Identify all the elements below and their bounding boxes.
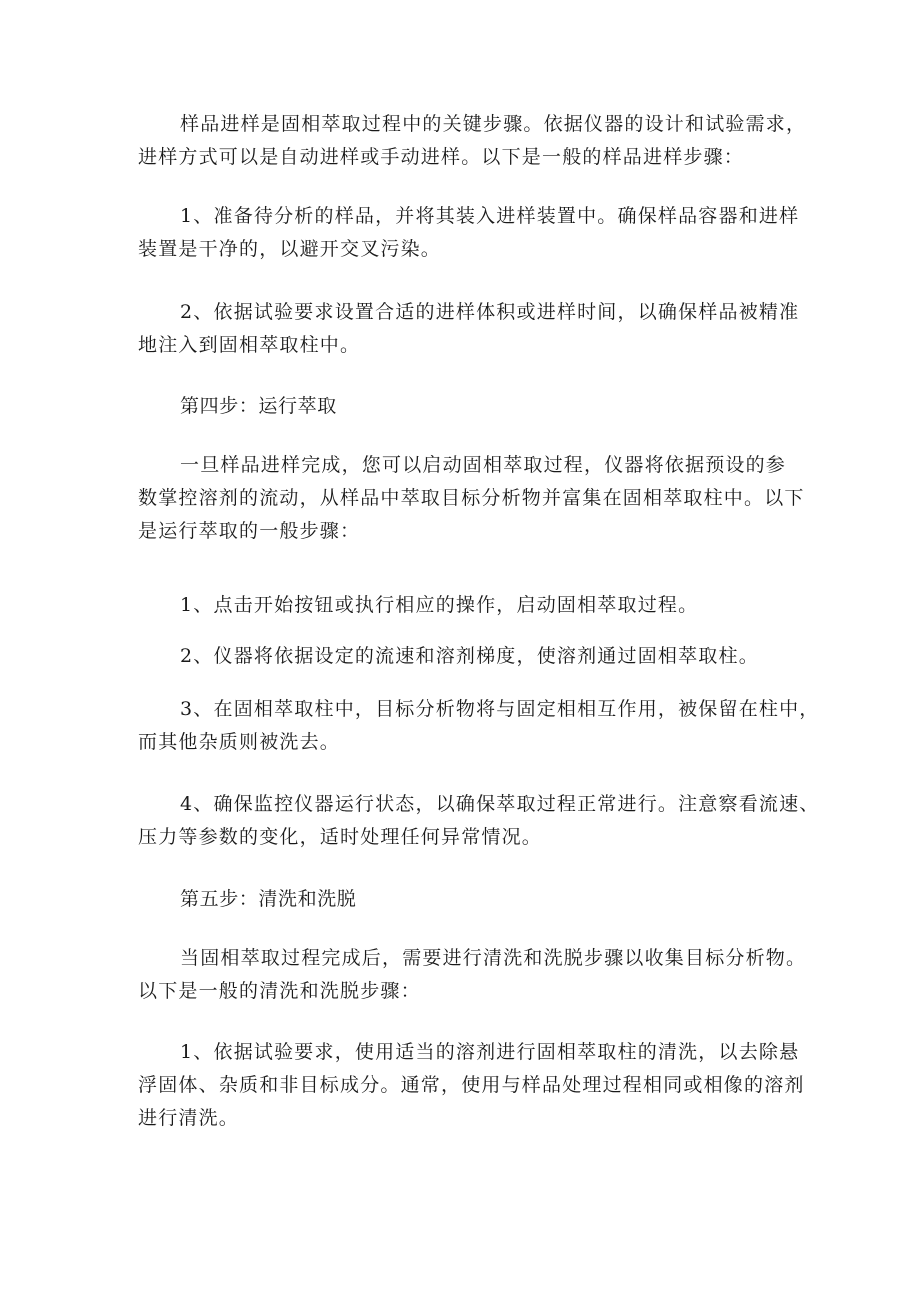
text-line: 地注入到固相萃取柱中。 xyxy=(138,334,361,356)
text-line: 数掌控溶剂的流动，从样品中萃取目标分析物并富集在固相萃取柱中。以下 xyxy=(138,487,805,509)
paragraph-sample-injection-intro xyxy=(138,108,807,174)
section-heading-step-4 xyxy=(138,390,798,423)
section-heading-step-5 xyxy=(138,883,798,916)
text-line: 2、依据试验要求设置合适的进样体积或进样时间，以确保样品被精准 xyxy=(180,301,800,323)
text-line: 进行清洗。 xyxy=(138,1107,240,1129)
paragraph-injection-step-1 xyxy=(138,200,798,266)
text-line: 样品进样是固相萃取过程中的关键步骤。依据仪器的设计和试验需求， xyxy=(180,113,807,135)
paragraph-run-step-3 xyxy=(138,693,820,759)
text-line: 装置是干净的，以避开交叉污染。 xyxy=(138,238,442,260)
heading-text: 第五步：清洗和洗脱 xyxy=(180,888,357,910)
text-line: 一旦样品进样完成，您可以启动固相萃取过程，仪器将依据预设的参 xyxy=(180,454,787,476)
text-line: 而其他杂质则被洗去。 xyxy=(138,731,341,753)
text-line: 以下是一般的清洗和洗脱步骤： xyxy=(138,980,421,1002)
paragraph-wash-elution-intro xyxy=(138,942,807,1008)
text-line: 3、在固相萃取柱中，目标分析物将与固定相相互作用，被保留在柱中， xyxy=(180,698,820,720)
text-line: 1、依据试验要求，使用适当的溶剂进行固相萃取柱的清洗，以去除悬 xyxy=(180,1041,800,1063)
paragraph-run-step-4 xyxy=(138,788,820,854)
text-line: 4、确保监控仪器运行状态，以确保萃取过程正常进行。注意察看流速、 xyxy=(180,793,820,815)
paragraph-wash-step-1 xyxy=(138,1036,805,1135)
paragraph-run-extraction-intro xyxy=(138,449,805,548)
text-line: 浮固体、杂质和非目标成分。通常，使用与样品处理过程相同或相像的溶剂 xyxy=(138,1074,805,1096)
text-line: 进样方式可以是自动进样或手动进样。以下是一般的样品进样步骤： xyxy=(138,146,745,168)
text-line: 1、点击开始按钮或执行相应的操作，启动固相萃取过程。 xyxy=(180,594,699,616)
text-line: 当固相萃取过程完成后，需要进行清洗和洗脱步骤以收集目标分析物。 xyxy=(180,947,807,969)
text-line: 是运行萃取的一般步骤： xyxy=(138,520,361,542)
heading-text: 第四步：运行萃取 xyxy=(180,395,337,417)
paragraph-injection-step-2 xyxy=(138,296,798,362)
text-line: 压力等参数的变化，适时处理任何异常情况。 xyxy=(138,826,543,848)
text-line: 1、准备待分析的样品，并将其装入进样装置中。确保样品容器和进样 xyxy=(180,205,800,227)
paragraph-run-step-1 xyxy=(138,589,798,622)
text-line: 2、仪器将依据设定的流速和溶剂梯度，使溶剂通过固相萃取柱。 xyxy=(180,645,759,667)
paragraph-run-step-2 xyxy=(138,640,798,673)
